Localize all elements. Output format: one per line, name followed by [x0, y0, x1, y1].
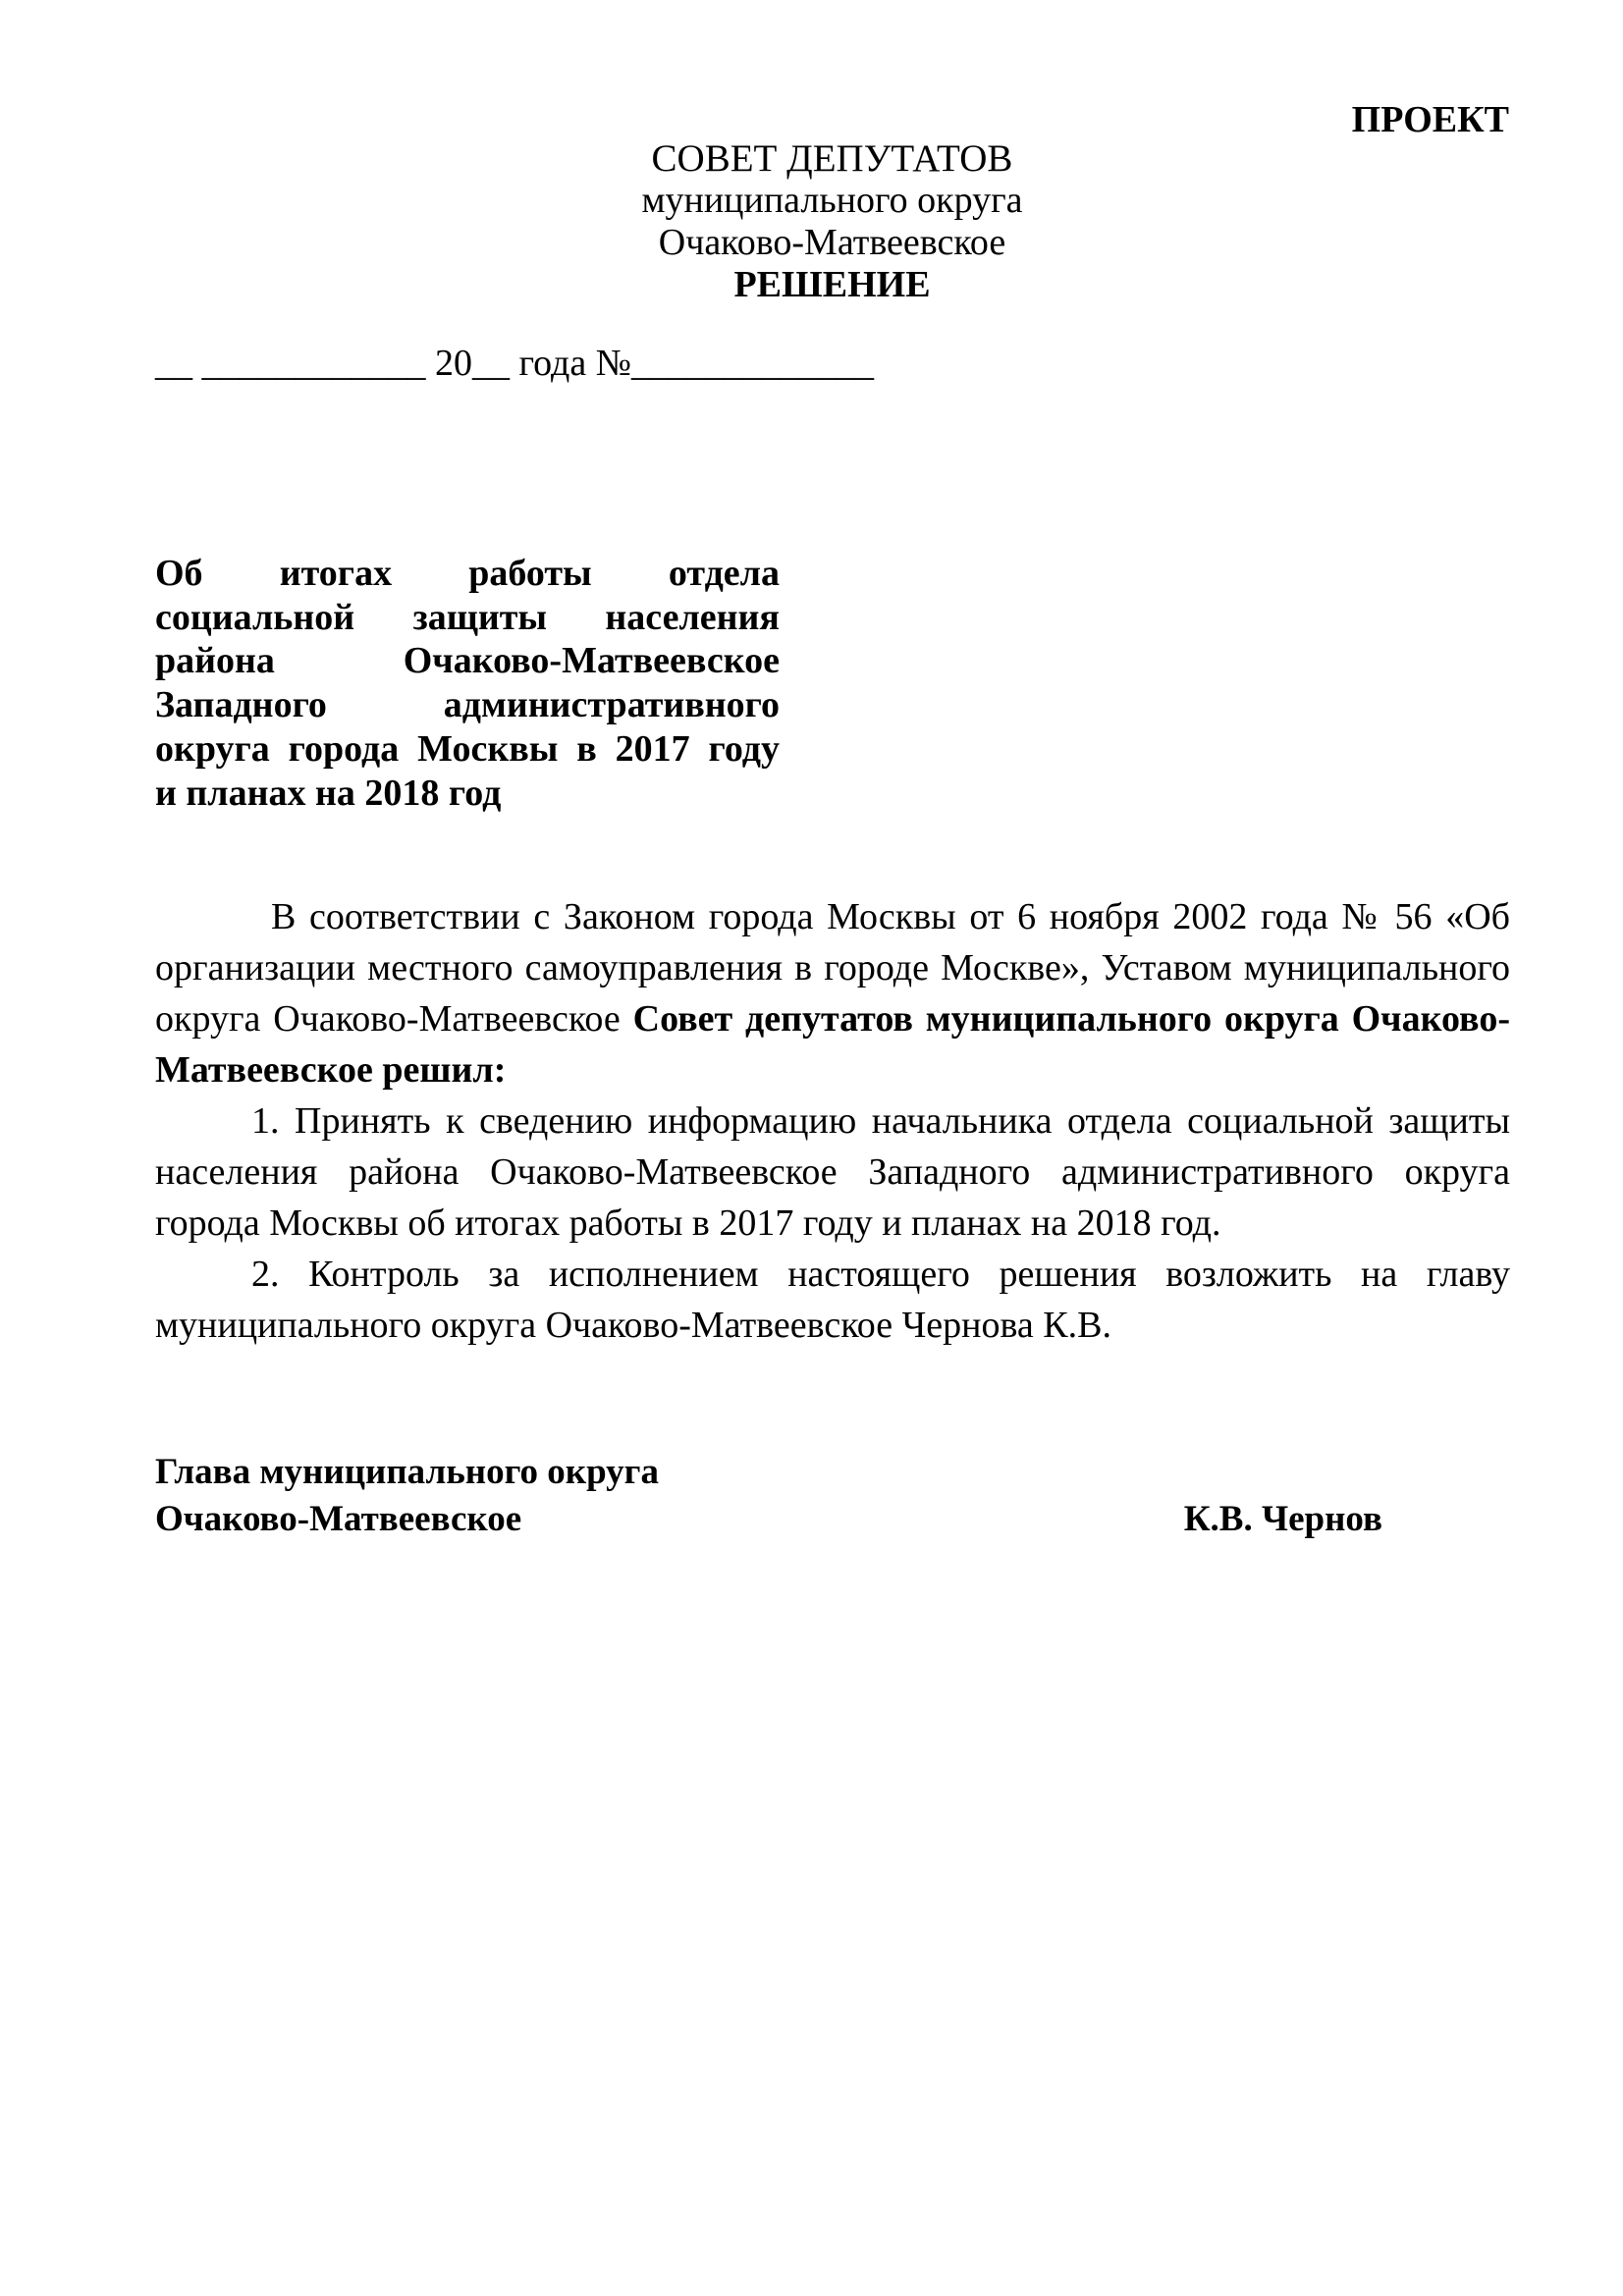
subject-line: округа города Москвы в 2017 году — [155, 727, 780, 770]
document-header — [0, 137, 1623, 306]
signatory-title-line2: Очаково-Матвеевское — [155, 1499, 522, 1539]
decision-subject — [155, 552, 780, 815]
decision-item-2: 2. Контроль за исполнением настоящего решения возложить на главу муниципального округа Очаково-Матвеевское Чернова К.В. — [155, 1254, 1510, 1346]
subject-line: Западного административного — [155, 684, 780, 726]
subject-line: района Очаково-Матвеевское — [155, 640, 780, 682]
document-type: РЕШЕНИЕ — [733, 264, 931, 305]
date-number-line: __ ____________ 20__ года №_____________ — [155, 343, 875, 384]
decision-body — [155, 891, 1510, 1351]
subject-line: социальной защиты населения — [155, 596, 780, 638]
decision-item-1: 1. Принять к сведению информацию начальника отдела социальной защиты населения района Очаково-Матвеевское Западного административного округа города Москвы об итогах работы в 2017 году и планах на 2018 год. — [155, 1100, 1510, 1244]
preamble-paragraph — [155, 891, 1510, 1095]
preamble-resolution: Совет депутатов муниципального округа Очаково-Матвеевское решил: — [155, 998, 1510, 1091]
preamble-text: В соответствии с Законом города Москвы от 6 ноября 2002 года № 56 «Об организации местного самоуправления в городе Москве», Уставом муниципального округа Очаково-Матвеевское — [155, 896, 1510, 1040]
draft-mark: ПРОЕКТ — [1351, 99, 1509, 140]
council-name: СОВЕТ ДЕПУТАТОВ — [651, 137, 1013, 180]
signature-block — [155, 1449, 1382, 1543]
signatory-title-line1: Глава муниципального округа — [155, 1452, 659, 1492]
subject-line: Об итогах работы отдела — [155, 553, 780, 594]
signatory-name: К.В. Чернов — [1183, 1499, 1382, 1539]
subject-line: и планах на 2018 год — [155, 772, 502, 814]
district-name: Очаково-Матвеевское — [658, 222, 1006, 263]
district-line: муниципального округа — [641, 180, 1023, 221]
